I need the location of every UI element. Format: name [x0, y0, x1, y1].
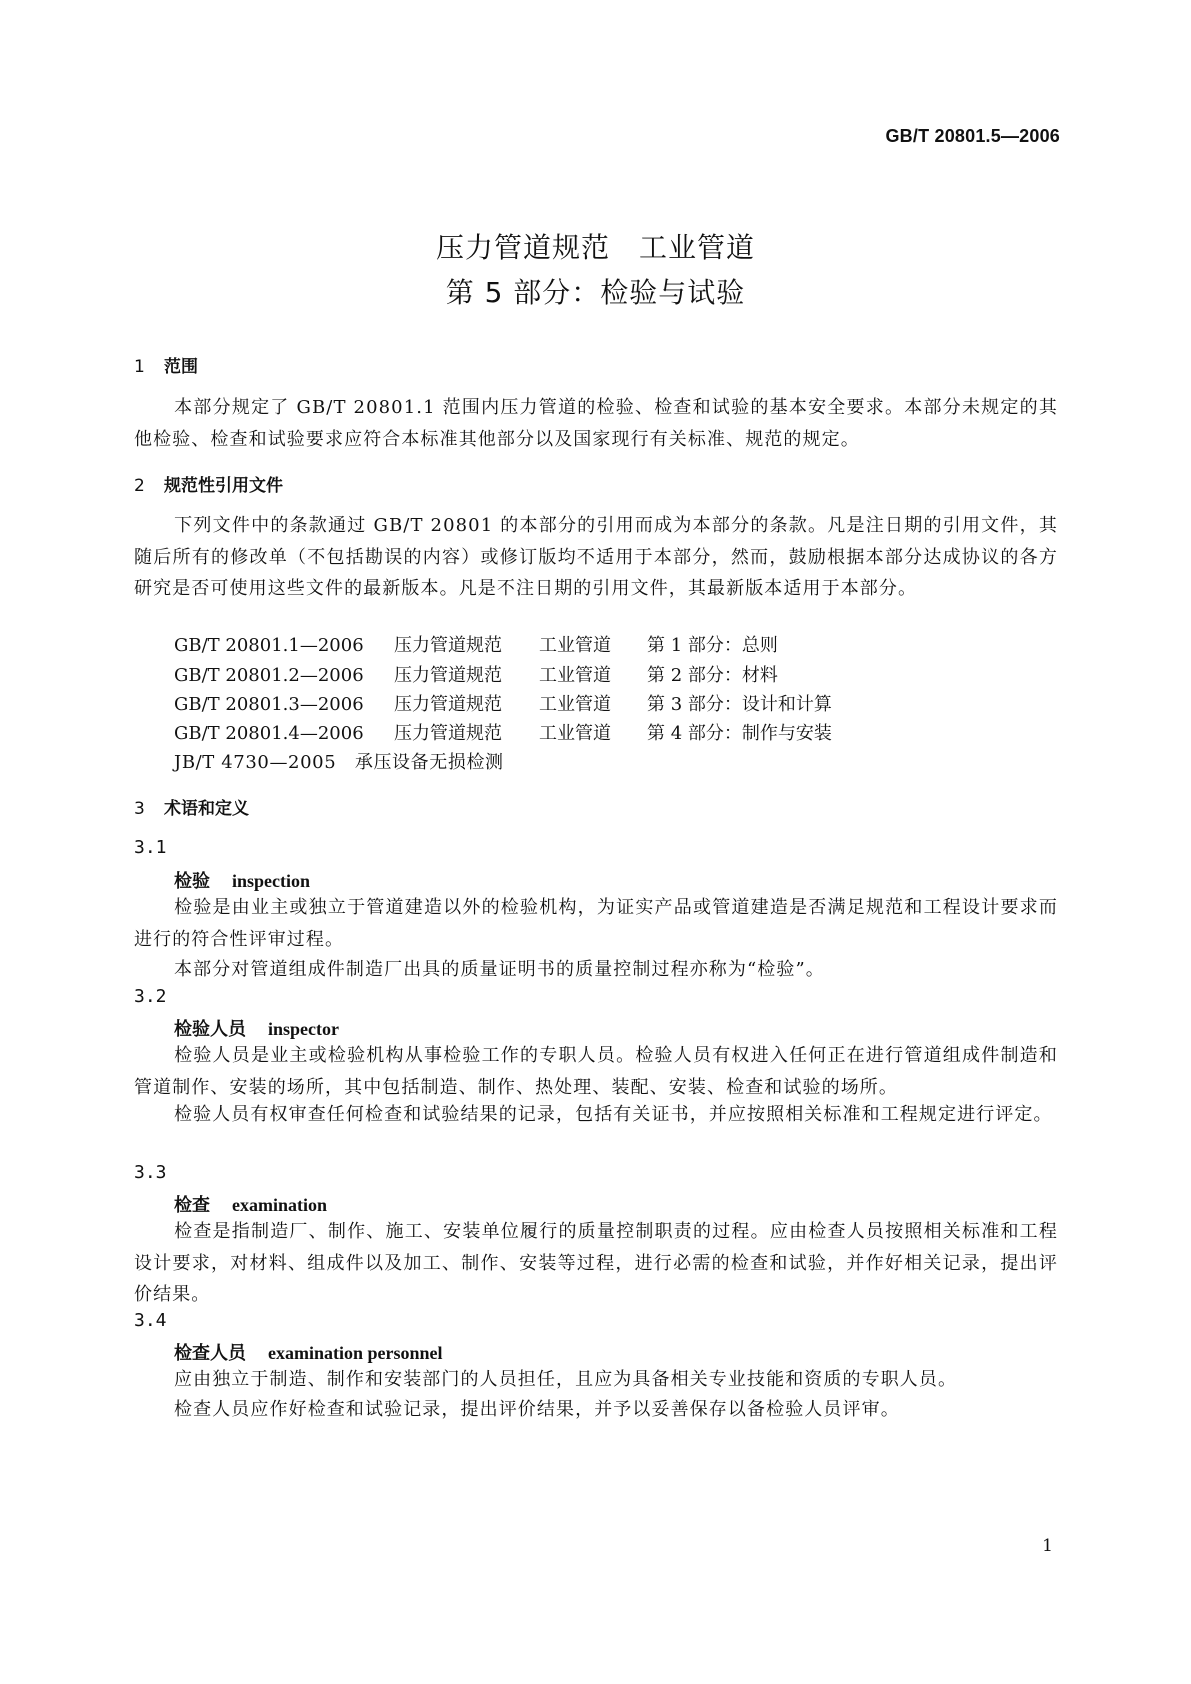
term-heading: [174, 1015, 339, 1041]
term-heading: [174, 1191, 327, 1217]
reference-item-jb: JB/T 4730—2005 承压设备无损检测: [174, 752, 504, 773]
clause-number: 3.2: [134, 986, 167, 1007]
definition-paragraph: [134, 1216, 1058, 1311]
definition-paragraph: [134, 1099, 1058, 1131]
reference-item: [174, 661, 778, 687]
reference-title-1: 压力管道规范: [394, 723, 502, 744]
clause-number: 3.1: [134, 837, 167, 858]
definition-paragraph: [134, 892, 1058, 955]
section-title: 术语和定义: [164, 799, 249, 819]
document-title-line1: 压力管道规范 工业管道: [435, 231, 755, 264]
term-heading: [174, 1339, 443, 1365]
reference-title-2: 工业管道: [539, 694, 611, 715]
reference-code: GB/T 20801.2—2006: [174, 665, 364, 686]
section-title: 范围: [164, 357, 198, 377]
reference-code: GB/T 20801.4—2006: [174, 723, 364, 744]
reference-title-1: 压力管道规范: [394, 635, 502, 656]
paragraph-text: 检验人员是业主或检验机构从事检验工作的专职人员。检验人员有权进入任何正在进行管道组成件制造和管道制作、安装的场所，其中包括制造、制作、热处理、装配、安装、检查和试验的场所。: [134, 1045, 1058, 1098]
paragraph-text: 本部分规定了 GB/T 20801.1 范围内压力管道的检验、检查和试验的基本安全要求。本部分未规定的其他检验、检查和试验要求应符合本标准其他部分以及国家现行有关标准、规范的规定。: [134, 397, 1058, 450]
section-3-heading: [134, 794, 249, 819]
section-1-heading: [134, 352, 198, 377]
reference-title-3: 第 1 部分：总则: [647, 635, 778, 656]
reference-title-2: 工业管道: [539, 723, 611, 744]
reference-title-2: 工业管道: [539, 635, 611, 656]
clause-number: 3.4: [134, 1310, 167, 1331]
definition-paragraph: [134, 1040, 1058, 1103]
reference-title-2: 工业管道: [539, 665, 611, 686]
term-en: examination: [232, 1195, 328, 1215]
paragraph-text: 检验人员有权审查任何检查和试验结果的记录，包括有关证书，并应按照相关标准和工程规定进行评定。: [174, 1104, 1053, 1125]
definition-paragraph: [134, 1394, 1058, 1426]
reference-title-3: 第 2 部分：材料: [647, 665, 778, 686]
term-en: inspector: [268, 1019, 339, 1039]
term-zh: 检查人员: [174, 1343, 246, 1364]
term-en: examination personnel: [268, 1343, 443, 1363]
section-number: 1: [134, 357, 145, 377]
clause-number: 3.3: [134, 1162, 167, 1183]
page-number: 1: [1042, 1536, 1053, 1556]
paragraph-text: 检查人员应作好检查和试验记录，提出评价结果，并予以妥善保存以备检验人员评审。: [174, 1399, 900, 1420]
reference-code: GB/T 20801.3—2006: [174, 694, 364, 715]
definition-paragraph: [134, 1364, 1058, 1396]
term-heading: [174, 867, 310, 893]
term-en: inspection: [232, 871, 311, 891]
paragraph-text: 下列文件中的条款通过 GB/T 20801 的本部分的引用而成为本部分的条款。凡是注日期的引用文件，其随后所有的修改单（不包括勘误的内容）或修订版均不适用于本部分，然而，鼓励根据本部分达成协议的各方研究是否可使用这些文件的最新版本。凡是不注日期的引用文件，其最新版本适用于本部分。: [134, 515, 1058, 599]
reference-title-1: 压力管道规范: [394, 665, 502, 686]
reference-title-1: 压力管道规范: [394, 694, 502, 715]
section-title: 规范性引用文件: [164, 476, 283, 496]
paragraph-text: 检查是指制造厂、制作、施工、安装单位履行的质量控制职责的过程。应由检查人员按照相关标准和工程设计要求，对材料、组成件以及加工、制作、安装等过程，进行必需的检查和试验，并作好相关记录，提出评价结果。: [134, 1221, 1058, 1305]
paragraph-text: 检验是由业主或独立于管道建造以外的检验机构，为证实产品或管道建造是否满足规范和工程设计要求而进行的符合性评审过程。: [134, 897, 1058, 950]
section-number: 3: [134, 799, 145, 819]
paragraph-text: 本部分对管道组成件制造厂出具的质量证明书的质量控制过程亦称为“检验”。: [174, 959, 825, 980]
reference-item: [174, 631, 778, 657]
reference-title-3: 第 3 部分：设计和计算: [647, 694, 832, 715]
term-zh: 检验: [174, 871, 210, 892]
section-2-heading: [134, 471, 283, 496]
section-number: 2: [134, 476, 145, 496]
reference-item: [174, 719, 832, 745]
document-title-line2: 第 5 部分：检验与试验: [445, 276, 746, 309]
standard-code: GB/T 20801.5—2006: [885, 126, 1060, 146]
paragraph-text: 应由独立于制造、制作和安装部门的人员担任，且应为具备相关专业技能和资质的专职人员。: [174, 1369, 958, 1390]
definition-paragraph: [134, 954, 1058, 986]
reference-item: [174, 690, 832, 716]
term-zh: 检查: [174, 1195, 210, 1216]
reference-title-3: 第 4 部分：制作与安装: [647, 723, 832, 744]
term-zh: 检验人员: [174, 1019, 246, 1040]
reference-code: GB/T 20801.1—2006: [174, 635, 364, 656]
section-1-paragraph: [134, 392, 1058, 455]
section-2-paragraph: [134, 510, 1058, 605]
